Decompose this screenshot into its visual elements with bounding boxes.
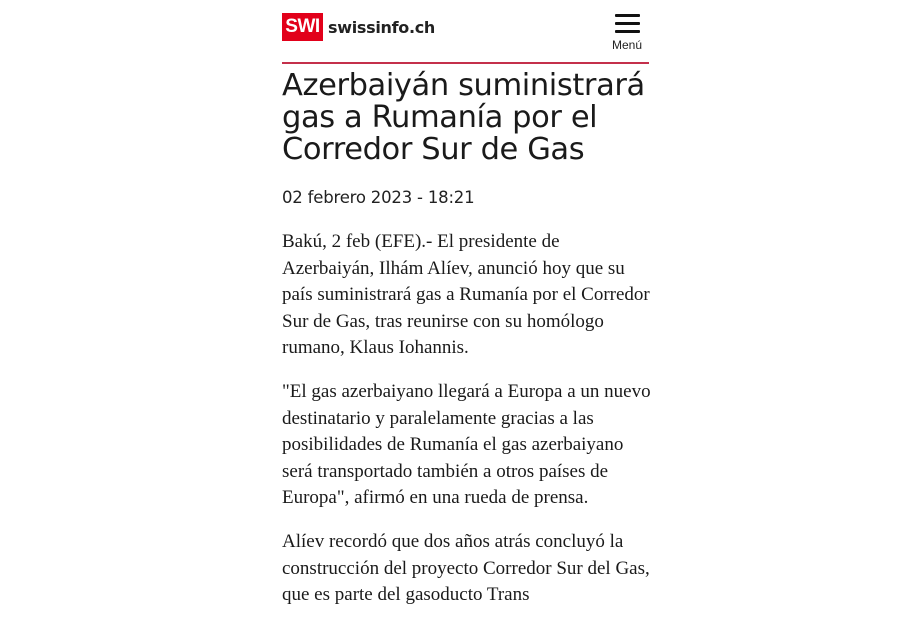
article-date: 02 febrero 2023 - 18:21: [282, 188, 475, 207]
article-title: Azerbaiyán suministrará gas a Rumanía por el Corredor Sur de Gas: [282, 68, 645, 167]
article-paragraph: "El gas azerbaiyano llegará a Europa a un nuevo destinatario y paralelamente gracias a las posibilidades de Rumanía el gas azerbaiyano será transportado también a otros países de Europa", afirmó en una rueda de prensa.: [282, 380, 651, 509]
site-name: swissinfo.ch: [328, 17, 436, 37]
menu-button[interactable]: [607, 14, 647, 52]
hamburger-menu-icon: [615, 14, 640, 33]
menu-label: Menú: [611, 38, 643, 52]
article-paragraph: Bakú, 2 feb (EFE).- El presidente de Azerbaiyán, Ilhám Alíev, anunció hoy que su país suministrará gas a Rumanía por el Corredor Sur de Gas, tras reunirse con su homólogo rumano, Klaus Iohannis.: [282, 231, 650, 359]
site-header: [282, 12, 649, 64]
swi-logo-badge: SWI: [282, 13, 323, 41]
site-logo[interactable]: [282, 13, 435, 41]
article: [282, 70, 654, 626]
article-paragraph: Alíev recordó que dos años atrás concluyó la construcción del proyecto Corredor Sur del Gas, que es parte del gasoducto Trans: [282, 530, 650, 606]
header-divider: [282, 62, 649, 64]
article-body: [282, 229, 654, 609]
